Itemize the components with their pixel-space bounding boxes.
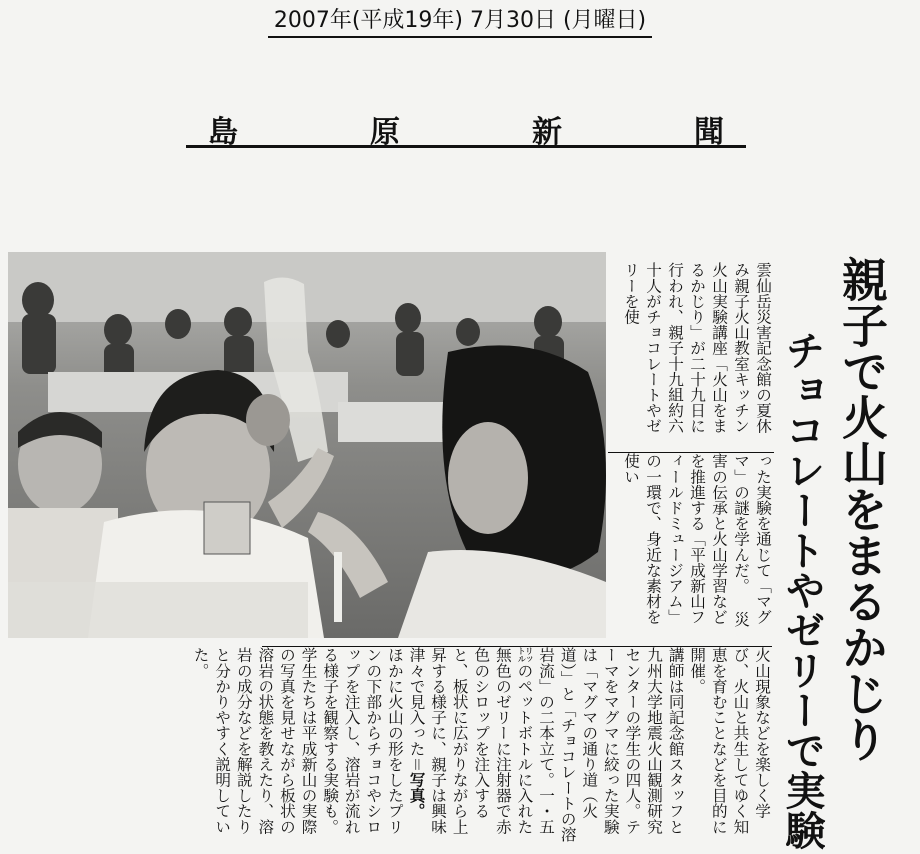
masthead-char-3: 新 bbox=[532, 114, 562, 150]
masthead-char-2: 原 bbox=[370, 114, 400, 150]
date-line: 2007年(平成19年) 7月30日 (月曜日) bbox=[268, 6, 652, 38]
article-paragraph: ほかに火山の形をしたプリンの下部からチョコやシロップを注入し、溶岩が流れる様子を観察する実験も。学生たちは平成新山の実際の写真を見せながら板状の溶岩の状態を教えたり、溶岩の成分などを解説したりと分かりやすく説明していた。 bbox=[191, 647, 404, 835]
article-paragraph: 雲仙岳災害記念館の夏休み親子火山教室キッチン火山実験講座「火山をまるかじり」が二十九日に行われ、親子十九組約六十人がチョコレートやゼリーを使 bbox=[622, 262, 772, 434]
masthead-char-4: 聞 bbox=[694, 114, 724, 150]
newspaper-masthead bbox=[186, 112, 746, 148]
headline-main: 親子で火山をまるかじり bbox=[835, 256, 889, 762]
article-paragraph bbox=[405, 647, 686, 847]
article-body-top bbox=[608, 262, 774, 446]
article-paragraph: った実験を通じて「マグマ」の謎を学んだ。 災害の伝承と火山学習などを推進する「平成新山フィールドミュージアム」の一環で、身近な素材を使い bbox=[622, 453, 772, 627]
headline-sub: チョコレートやゼリーで実験 bbox=[779, 330, 825, 850]
article-paragraph: 火山現象などを楽しく学び、火山と共生してゆく知恵を育むことなどを目的に開催。 bbox=[688, 647, 771, 835]
paragraph-text: 講師は同記念館スタッフと九州大学地震火山観測研究センターの学生の四人。テーマをマグマに絞った実験は「マグマの通り道（火道）」と「チョコレートの溶岩流」の二本立て。一・五㍑のペットボトルに入れた無色のゼリーに注射器で赤色のシロップを注入すると、板状に広がりながら上昇する様子に、親子は興味津々で見入った＝ bbox=[407, 647, 685, 842]
article-body-middle bbox=[608, 452, 774, 639]
article-body-bottom bbox=[191, 646, 772, 847]
masthead-char-1: 島 bbox=[208, 114, 238, 150]
photo-reference: 写真。 bbox=[407, 771, 426, 819]
news-photo bbox=[8, 252, 606, 638]
photo-illustration bbox=[8, 252, 606, 638]
